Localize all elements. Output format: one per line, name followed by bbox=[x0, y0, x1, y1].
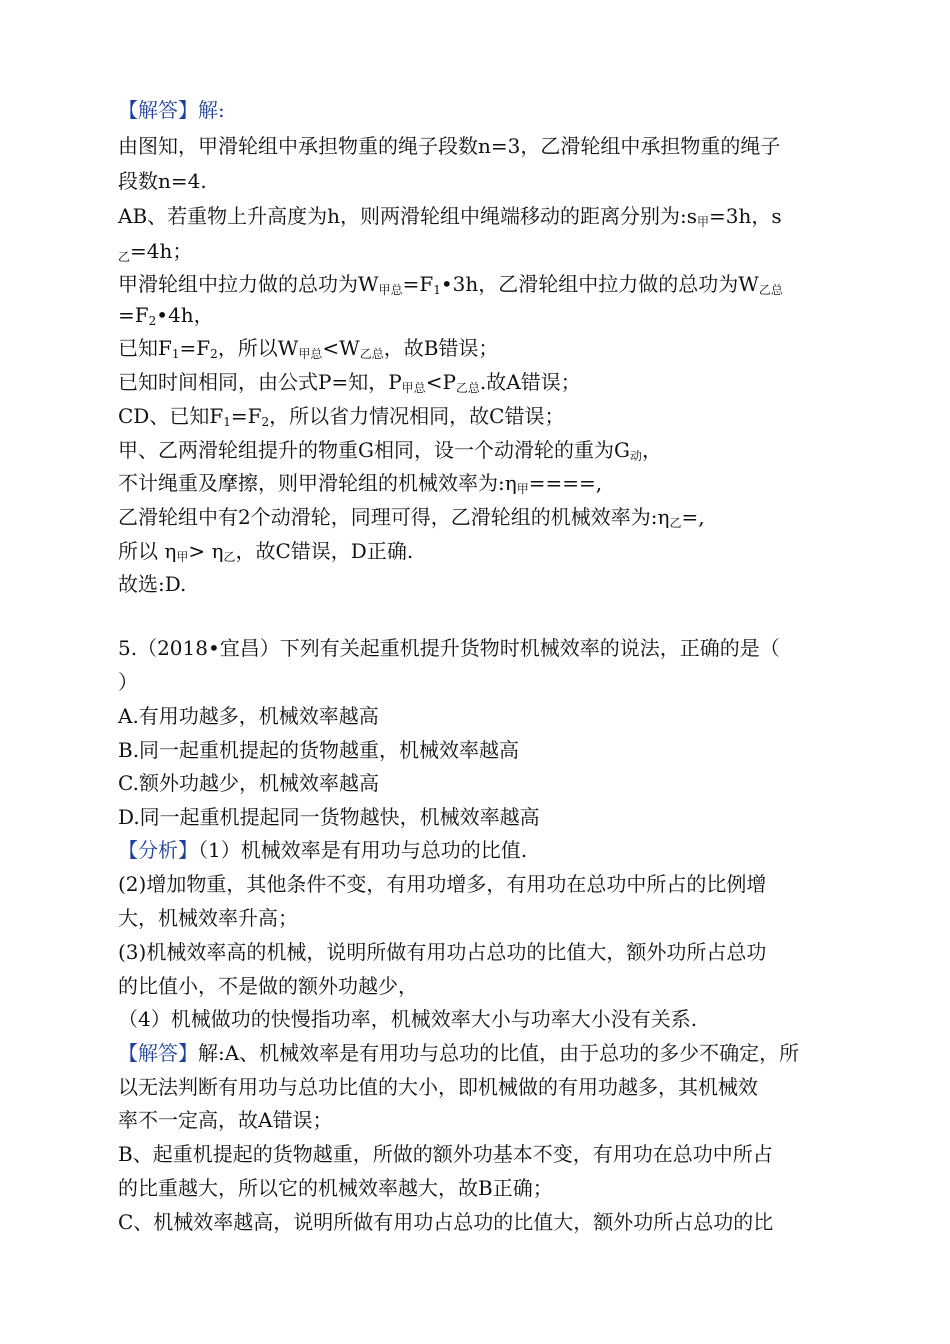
text-line bbox=[118, 471, 602, 501]
text-run: =F bbox=[230, 404, 262, 428]
subscript: 2 bbox=[210, 347, 218, 361]
text-line: 由图知，甲滑轮组中承担物重的绳子段数n=3，乙滑轮组中承担物重的绳子 bbox=[118, 134, 781, 158]
answer-tag: 【解答】 bbox=[118, 1041, 198, 1065]
subscript: 甲 bbox=[697, 215, 710, 229]
text-run: •4h， bbox=[156, 303, 214, 327]
option-b: B.同一起重机提起的货物越重，机械效率越高 bbox=[118, 738, 520, 762]
text-run: =F bbox=[179, 336, 211, 360]
text-line bbox=[118, 336, 498, 366]
text-line: C、机械效率越高，说明所做有用功占总功的比值大，额外功所占总功的比 bbox=[118, 1210, 774, 1234]
text-line bbox=[118, 539, 413, 569]
text-line: 段数n=4. bbox=[118, 169, 207, 193]
text-run: ，故B错误； bbox=[383, 336, 499, 360]
text-run: ，故C错误，D正确. bbox=[235, 539, 414, 563]
text-run: （1）机械效率是有用功与总功的比值. bbox=[198, 838, 528, 862]
text-run: 不计绳重及摩擦，则甲滑轮组的机械效率为:η bbox=[118, 471, 517, 495]
text-run: •3h，乙滑轮组中拉力做的总功为W bbox=[440, 272, 759, 296]
subscript: 甲 bbox=[516, 482, 529, 496]
text-line bbox=[118, 370, 581, 400]
text-run: =, bbox=[681, 505, 705, 529]
text-run: .故A错误； bbox=[479, 370, 581, 394]
text-run: 乙滑轮组中有2个动滑轮，同理可得，乙滑轮组的机械效率为:η bbox=[118, 505, 670, 529]
subscript: 动 bbox=[629, 449, 642, 463]
subscript: 乙 bbox=[118, 250, 131, 264]
subscript: 乙总 bbox=[359, 347, 384, 361]
text-run: 甲、乙两滑轮组提升的物重G相同，设一个动滑轮的重为G bbox=[118, 438, 630, 462]
subscript: 1 bbox=[433, 283, 441, 297]
text-run: AB、若重物上升高度为h，则两滑轮组中绳端移动的距离分别为:s bbox=[118, 204, 698, 228]
subscript: 2 bbox=[261, 415, 270, 429]
text-run: ====, bbox=[528, 471, 603, 495]
text-run: > η bbox=[188, 539, 224, 563]
text-line bbox=[118, 239, 192, 269]
subscript: 乙总 bbox=[455, 381, 480, 395]
text-line bbox=[118, 303, 214, 333]
text-run: <P bbox=[425, 370, 456, 394]
text-run: =3h，s bbox=[709, 204, 782, 228]
subscript: 2 bbox=[148, 314, 157, 328]
text-line: B、起重机提起的货物越重，所做的额外功基本不变，有用功在总功中所占 bbox=[118, 1142, 773, 1166]
text-run: 已知F bbox=[118, 336, 172, 360]
text-run: =F bbox=[118, 303, 149, 327]
text-line bbox=[118, 272, 783, 302]
analysis-line bbox=[118, 838, 527, 862]
text-line bbox=[118, 505, 705, 535]
answer-tag: 【解答】解: bbox=[118, 98, 225, 122]
option-a: A.有用功越多，机械效率越高 bbox=[118, 704, 379, 728]
subscript: 乙总 bbox=[758, 283, 783, 297]
text-run: ，所以省力情况相同，故C错误； bbox=[269, 404, 565, 428]
text-run: 已知时间相同，由公式P=知，P bbox=[118, 370, 402, 394]
text-line: (2)增加物重，其他条件不变，有用功增多，有用功在总功中所占的比例增 bbox=[118, 872, 767, 896]
text-line: 以无法判断有用功与总功比值的大小，即机械做的有用功越多，其机械效 bbox=[118, 1075, 758, 1099]
answer-heading-line bbox=[118, 98, 225, 122]
option-c: C.额外功越少，机械效率越高 bbox=[118, 771, 379, 795]
text-line: （4）机械做功的快慢指功率，机械效率大小与功率大小没有关系. bbox=[118, 1007, 698, 1031]
question-stem: 5.（2018•宜昌）下列有关起重机提升货物时机械效率的说法，正确的是（ bbox=[118, 636, 780, 660]
text-run: =F bbox=[402, 272, 434, 296]
answer-line bbox=[118, 1041, 799, 1065]
subscript: 甲总 bbox=[401, 381, 426, 395]
text-line: 率不一定高，故A错误； bbox=[118, 1108, 333, 1132]
text-line: 故选:D. bbox=[118, 572, 187, 596]
text-line bbox=[118, 438, 662, 468]
text-run: ，所以W bbox=[217, 336, 299, 360]
subscript: 甲 bbox=[176, 550, 189, 564]
text-run: <W bbox=[322, 336, 360, 360]
option-d: D.同一起重机提起同一货物越快，机械效率越高 bbox=[118, 805, 540, 829]
text-run: 解:A、机械效率是有用功与总功的比值，由于总功的多少不确定，所 bbox=[198, 1041, 800, 1065]
subscript: 乙 bbox=[223, 550, 236, 564]
text-line: 的比重越大，所以它的机械效率越大，故B正确； bbox=[118, 1176, 553, 1200]
text-run: ， bbox=[641, 438, 662, 462]
subscript: 1 bbox=[223, 415, 231, 429]
text-line bbox=[118, 204, 782, 234]
text-line: 大，机械效率升高； bbox=[118, 906, 298, 930]
question-stem-cont: ） bbox=[118, 670, 138, 694]
text-line: 的比值小，不是做的额外功越少， bbox=[118, 974, 418, 998]
text-line bbox=[118, 404, 564, 434]
analysis-tag: 【分析】 bbox=[118, 838, 198, 862]
subscript: 甲总 bbox=[298, 347, 323, 361]
text-run: =4h； bbox=[130, 239, 193, 263]
subscript: 甲总 bbox=[378, 283, 403, 297]
subscript: 乙 bbox=[669, 516, 682, 530]
text-run: CD、已知F bbox=[118, 404, 224, 428]
text-run: 甲滑轮组中拉力做的总功为W bbox=[118, 272, 379, 296]
text-line: (3)机械效率高的机械，说明所做有用功占总功的比值大，额外功所占总功 bbox=[118, 940, 767, 964]
text-run: 所以 η bbox=[118, 539, 177, 563]
subscript: 1 bbox=[171, 347, 180, 361]
